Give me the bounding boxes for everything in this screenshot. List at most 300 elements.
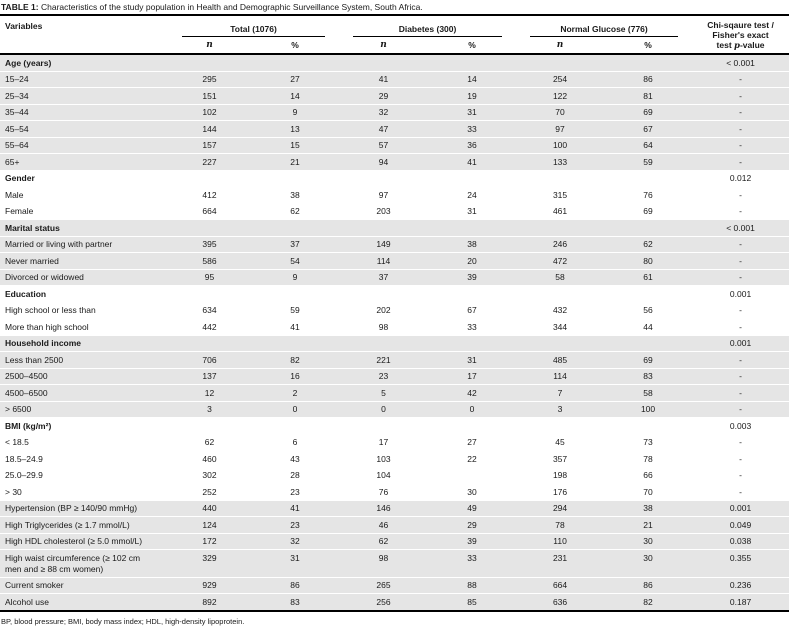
row-label: 65+ <box>0 154 168 171</box>
row-label: 4500–6500 <box>0 385 168 402</box>
table-row <box>0 88 789 105</box>
table-row <box>0 533 789 550</box>
row-label: Alcohol use <box>0 594 168 611</box>
table-row <box>0 253 789 270</box>
cell-normal-n <box>516 418 604 435</box>
cell-total-n: 302 <box>168 467 251 484</box>
cell-pvalue: - <box>692 253 789 270</box>
characteristics-table <box>0 16 789 612</box>
cell-diabetes-n: 202 <box>339 302 428 319</box>
cell-diabetes-n: 103 <box>339 451 428 468</box>
cell-normal-pct: 100 <box>604 401 692 418</box>
pvalue-p-italic: p <box>734 41 740 51</box>
total-pct-header: % <box>291 40 299 50</box>
table-row <box>0 352 789 369</box>
row-label: Married or living with partner <box>0 236 168 253</box>
cell-normal-n: 294 <box>516 500 604 517</box>
row-label: Marital status <box>0 220 168 237</box>
cell-diabetes-n <box>339 286 428 303</box>
normal-pct-header: % <box>644 40 652 50</box>
pvalue-header-line3: test <box>716 40 735 50</box>
cell-normal-n <box>516 335 604 352</box>
cell-normal-pct: 86 <box>604 71 692 88</box>
table-row <box>0 121 789 138</box>
row-label: Household income <box>0 335 168 352</box>
cell-total-pct: 21 <box>251 154 339 171</box>
cell-normal-n: 432 <box>516 302 604 319</box>
cell-pvalue: 0.038 <box>692 533 789 550</box>
cell-diabetes-n: 104 <box>339 467 428 484</box>
row-label: Male <box>0 187 168 204</box>
cell-normal-pct: 80 <box>604 253 692 270</box>
cell-pvalue: - <box>692 121 789 138</box>
cell-pvalue: 0.187 <box>692 594 789 611</box>
table-row <box>0 451 789 468</box>
cell-pvalue: - <box>692 236 789 253</box>
cell-diabetes-pct: 22 <box>428 451 516 468</box>
cell-total-n: 460 <box>168 451 251 468</box>
cell-diabetes-pct <box>428 418 516 435</box>
cell-diabetes-n: 203 <box>339 203 428 220</box>
section-header-row <box>0 54 789 71</box>
cell-diabetes-pct <box>428 467 516 484</box>
cell-total-pct: 41 <box>251 319 339 336</box>
cell-normal-n: 100 <box>516 137 604 154</box>
cell-total-pct: 23 <box>251 484 339 501</box>
table-row <box>0 385 789 402</box>
section-header-row <box>0 220 789 237</box>
cell-diabetes-pct: 39 <box>428 533 516 550</box>
cell-total-n <box>168 170 251 187</box>
table-row <box>0 236 789 253</box>
row-label: Age (years) <box>0 54 168 71</box>
cell-diabetes-pct: 20 <box>428 253 516 270</box>
cell-total-pct <box>251 418 339 435</box>
cell-diabetes-n: 29 <box>339 88 428 105</box>
cell-total-pct: 37 <box>251 236 339 253</box>
cell-total-pct <box>251 335 339 352</box>
cell-diabetes-pct <box>428 286 516 303</box>
cell-total-n: 706 <box>168 352 251 369</box>
cell-normal-n: 344 <box>516 319 604 336</box>
cell-normal-pct: 69 <box>604 104 692 121</box>
cell-normal-n <box>516 170 604 187</box>
cell-pvalue: 0.001 <box>692 500 789 517</box>
cell-normal-pct <box>604 170 692 187</box>
row-label: Divorced or widowed <box>0 269 168 286</box>
row-label: Gender <box>0 170 168 187</box>
table-title-text: Characteristics of the study population in Health and Demographic Surveillance System, South Africa. <box>38 2 423 12</box>
cell-diabetes-n: 57 <box>339 137 428 154</box>
cell-pvalue: - <box>692 71 789 88</box>
cell-total-n: 892 <box>168 594 251 611</box>
cell-total-pct: 2 <box>251 385 339 402</box>
cell-total-n: 664 <box>168 203 251 220</box>
cell-total-pct: 6 <box>251 434 339 451</box>
row-label: Never married <box>0 253 168 270</box>
cell-normal-pct: 81 <box>604 88 692 105</box>
cell-normal-pct: 30 <box>604 550 692 578</box>
cell-normal-n: 70 <box>516 104 604 121</box>
cell-diabetes-pct: 24 <box>428 187 516 204</box>
row-label: 45–54 <box>0 121 168 138</box>
table-row <box>0 500 789 517</box>
row-label: 2500–4500 <box>0 368 168 385</box>
cell-pvalue: - <box>692 302 789 319</box>
cell-normal-n: 664 <box>516 577 604 594</box>
cell-pvalue: 0.012 <box>692 170 789 187</box>
cell-diabetes-n: 41 <box>339 71 428 88</box>
table-body <box>0 54 789 611</box>
cell-total-pct: 62 <box>251 203 339 220</box>
cell-total-pct: 43 <box>251 451 339 468</box>
cell-diabetes-n: 37 <box>339 269 428 286</box>
cell-pvalue: - <box>692 154 789 171</box>
cell-total-n: 227 <box>168 154 251 171</box>
cell-diabetes-n <box>339 170 428 187</box>
pvalue-header-suffix: -value <box>739 40 765 50</box>
cell-diabetes-pct: 14 <box>428 71 516 88</box>
cell-diabetes-n: 146 <box>339 500 428 517</box>
cell-diabetes-pct: 41 <box>428 154 516 171</box>
cell-normal-n: 485 <box>516 352 604 369</box>
section-header-row <box>0 418 789 435</box>
total-group-header <box>168 16 339 37</box>
row-label: High school or less than <box>0 302 168 319</box>
cell-normal-pct <box>604 335 692 352</box>
cell-diabetes-pct: 88 <box>428 577 516 594</box>
cell-normal-pct: 61 <box>604 269 692 286</box>
cell-normal-pct: 73 <box>604 434 692 451</box>
cell-total-n: 586 <box>168 253 251 270</box>
section-header-row <box>0 335 789 352</box>
section-header-row <box>0 170 789 187</box>
cell-total-n: 929 <box>168 577 251 594</box>
table-row <box>0 401 789 418</box>
cell-normal-n: 97 <box>516 121 604 138</box>
cell-total-pct: 31 <box>251 550 339 578</box>
diabetes-group-label: Diabetes (300) <box>353 24 502 37</box>
cell-normal-n <box>516 54 604 71</box>
cell-diabetes-n: 17 <box>339 434 428 451</box>
cell-pvalue: - <box>692 368 789 385</box>
cell-diabetes-pct: 85 <box>428 594 516 611</box>
cell-pvalue: - <box>692 352 789 369</box>
row-label: > 6500 <box>0 401 168 418</box>
table-row <box>0 517 789 534</box>
row-label: > 30 <box>0 484 168 501</box>
cell-pvalue: - <box>692 467 789 484</box>
cell-total-n: 144 <box>168 121 251 138</box>
cell-normal-pct: 86 <box>604 577 692 594</box>
cell-total-pct: 0 <box>251 401 339 418</box>
cell-total-pct <box>251 286 339 303</box>
cell-diabetes-n <box>339 54 428 71</box>
pvalue-column-header <box>692 16 789 54</box>
cell-total-n: 412 <box>168 187 251 204</box>
cell-normal-pct: 69 <box>604 203 692 220</box>
cell-normal-pct: 67 <box>604 121 692 138</box>
row-label: 18.5–24.9 <box>0 451 168 468</box>
cell-diabetes-pct: 67 <box>428 302 516 319</box>
row-label: 55–64 <box>0 137 168 154</box>
cell-total-pct <box>251 220 339 237</box>
cell-normal-n: 3 <box>516 401 604 418</box>
cell-pvalue: < 0.001 <box>692 220 789 237</box>
cell-diabetes-pct: 0 <box>428 401 516 418</box>
cell-diabetes-pct <box>428 170 516 187</box>
cell-diabetes-pct: 42 <box>428 385 516 402</box>
cell-pvalue: - <box>692 451 789 468</box>
cell-total-pct: 86 <box>251 577 339 594</box>
cell-total-n: 62 <box>168 434 251 451</box>
normal-n-header: n <box>556 40 564 50</box>
row-label: 25–34 <box>0 88 168 105</box>
table-row <box>0 203 789 220</box>
cell-diabetes-n <box>339 335 428 352</box>
cell-pvalue: 0.355 <box>692 550 789 578</box>
cell-diabetes-pct: 33 <box>428 121 516 138</box>
cell-total-pct: 54 <box>251 253 339 270</box>
group-header-row <box>0 16 789 37</box>
cell-diabetes-n: 256 <box>339 594 428 611</box>
table-row <box>0 434 789 451</box>
cell-normal-n: 78 <box>516 517 604 534</box>
table-row <box>0 71 789 88</box>
cell-diabetes-n: 221 <box>339 352 428 369</box>
cell-total-pct: 59 <box>251 302 339 319</box>
cell-diabetes-pct: 31 <box>428 104 516 121</box>
cell-total-n <box>168 220 251 237</box>
cell-diabetes-n: 47 <box>339 121 428 138</box>
cell-total-pct: 9 <box>251 104 339 121</box>
cell-normal-n: 176 <box>516 484 604 501</box>
cell-normal-n: 133 <box>516 154 604 171</box>
cell-diabetes-pct: 33 <box>428 550 516 578</box>
row-label: BMI (kg/m²) <box>0 418 168 435</box>
cell-pvalue: - <box>692 401 789 418</box>
diabetes-group-header <box>339 16 516 37</box>
cell-diabetes-pct <box>428 54 516 71</box>
cell-total-n: 440 <box>168 500 251 517</box>
cell-total-n <box>168 54 251 71</box>
cell-normal-pct: 58 <box>604 385 692 402</box>
cell-total-pct: 15 <box>251 137 339 154</box>
cell-total-n: 137 <box>168 368 251 385</box>
cell-diabetes-pct: 27 <box>428 434 516 451</box>
cell-diabetes-n: 98 <box>339 319 428 336</box>
table-row <box>0 484 789 501</box>
cell-diabetes-n: 97 <box>339 187 428 204</box>
cell-diabetes-n: 149 <box>339 236 428 253</box>
cell-total-pct: 27 <box>251 71 339 88</box>
cell-normal-pct: 64 <box>604 137 692 154</box>
cell-pvalue: - <box>692 203 789 220</box>
section-header-row <box>0 286 789 303</box>
cell-total-pct: 82 <box>251 352 339 369</box>
cell-normal-n <box>516 220 604 237</box>
cell-total-n: 329 <box>168 550 251 578</box>
cell-normal-pct: 62 <box>604 236 692 253</box>
cell-diabetes-pct: 19 <box>428 88 516 105</box>
cell-diabetes-n: 76 <box>339 484 428 501</box>
cell-normal-pct <box>604 418 692 435</box>
cell-normal-n: 636 <box>516 594 604 611</box>
cell-normal-pct: 83 <box>604 368 692 385</box>
cell-normal-pct <box>604 220 692 237</box>
cell-normal-n <box>516 286 604 303</box>
cell-pvalue: - <box>692 104 789 121</box>
cell-normal-pct: 82 <box>604 594 692 611</box>
cell-total-n: 157 <box>168 137 251 154</box>
cell-normal-n: 357 <box>516 451 604 468</box>
cell-total-n: 124 <box>168 517 251 534</box>
row-label: 25.0–29.9 <box>0 467 168 484</box>
cell-normal-pct: 30 <box>604 533 692 550</box>
cell-pvalue: - <box>692 269 789 286</box>
cell-total-pct: 41 <box>251 500 339 517</box>
cell-total-n: 395 <box>168 236 251 253</box>
cell-total-n: 295 <box>168 71 251 88</box>
cell-pvalue: - <box>692 187 789 204</box>
table-row <box>0 467 789 484</box>
cell-diabetes-n: 62 <box>339 533 428 550</box>
row-label: High HDL cholesterol (≥ 5.0 mmol/L) <box>0 533 168 550</box>
table-row <box>0 104 789 121</box>
pvalue-header-line1: Chi-sqaure test / <box>707 20 774 30</box>
table-row <box>0 577 789 594</box>
cell-total-n: 12 <box>168 385 251 402</box>
row-label: High waist circumference (≥ 102 cm men and ≥ 88 cm women) <box>0 550 168 578</box>
normal-glucose-group-header <box>516 16 692 37</box>
cell-total-n: 3 <box>168 401 251 418</box>
cell-normal-pct: 38 <box>604 500 692 517</box>
cell-total-pct: 13 <box>251 121 339 138</box>
cell-normal-n: 7 <box>516 385 604 402</box>
cell-normal-pct: 56 <box>604 302 692 319</box>
table-row <box>0 302 789 319</box>
cell-normal-n: 315 <box>516 187 604 204</box>
cell-normal-pct: 44 <box>604 319 692 336</box>
cell-total-pct: 83 <box>251 594 339 611</box>
cell-normal-pct: 59 <box>604 154 692 171</box>
table-row <box>0 154 789 171</box>
row-label: 35–44 <box>0 104 168 121</box>
cell-normal-n: 122 <box>516 88 604 105</box>
cell-diabetes-pct: 38 <box>428 236 516 253</box>
table-row <box>0 187 789 204</box>
row-label: Less than 2500 <box>0 352 168 369</box>
table-row <box>0 550 789 578</box>
cell-diabetes-pct: 33 <box>428 319 516 336</box>
cell-diabetes-pct <box>428 220 516 237</box>
cell-total-pct: 38 <box>251 187 339 204</box>
row-label: < 18.5 <box>0 434 168 451</box>
cell-total-pct: 28 <box>251 467 339 484</box>
table-footnote: BP, blood pressure; BMI, body mass index; HDL, high-density lipoprotein. <box>1 616 245 626</box>
cell-normal-pct: 21 <box>604 517 692 534</box>
cell-total-n <box>168 335 251 352</box>
cell-diabetes-pct: 31 <box>428 203 516 220</box>
cell-normal-n: 472 <box>516 253 604 270</box>
diabetes-pct-header: % <box>468 40 476 50</box>
cell-pvalue: - <box>692 88 789 105</box>
cell-total-pct: 14 <box>251 88 339 105</box>
cell-normal-n: 58 <box>516 269 604 286</box>
table-header <box>0 16 789 54</box>
cell-normal-n: 198 <box>516 467 604 484</box>
row-label: Hypertension (BP ≥ 140/90 mmHg) <box>0 500 168 517</box>
cell-total-pct: 9 <box>251 269 339 286</box>
cell-diabetes-pct: 30 <box>428 484 516 501</box>
cell-pvalue: - <box>692 319 789 336</box>
cell-diabetes-pct: 31 <box>428 352 516 369</box>
cell-diabetes-n: 94 <box>339 154 428 171</box>
row-label: More than high school <box>0 319 168 336</box>
cell-pvalue: - <box>692 137 789 154</box>
cell-diabetes-n: 265 <box>339 577 428 594</box>
table-row <box>0 269 789 286</box>
table-row <box>0 594 789 611</box>
cell-normal-pct: 66 <box>604 467 692 484</box>
cell-pvalue: 0.236 <box>692 577 789 594</box>
cell-total-n: 151 <box>168 88 251 105</box>
cell-total-n: 172 <box>168 533 251 550</box>
table-title <box>0 0 789 16</box>
row-label: 15–24 <box>0 71 168 88</box>
row-label: Current smoker <box>0 577 168 594</box>
cell-diabetes-pct <box>428 335 516 352</box>
cell-total-n <box>168 418 251 435</box>
cell-diabetes-n <box>339 418 428 435</box>
cell-normal-pct: 76 <box>604 187 692 204</box>
cell-total-n: 442 <box>168 319 251 336</box>
cell-diabetes-pct: 36 <box>428 137 516 154</box>
cell-diabetes-n: 5 <box>339 385 428 402</box>
cell-diabetes-pct: 17 <box>428 368 516 385</box>
cell-normal-n: 110 <box>516 533 604 550</box>
cell-diabetes-pct: 39 <box>428 269 516 286</box>
row-label: Female <box>0 203 168 220</box>
cell-pvalue: - <box>692 434 789 451</box>
cell-diabetes-pct: 29 <box>428 517 516 534</box>
cell-total-n <box>168 286 251 303</box>
cell-diabetes-pct: 49 <box>428 500 516 517</box>
cell-normal-pct <box>604 286 692 303</box>
cell-diabetes-n: 32 <box>339 104 428 121</box>
cell-pvalue: - <box>692 484 789 501</box>
variables-column-header: Variables <box>5 21 43 31</box>
cell-pvalue: 0.001 <box>692 286 789 303</box>
row-label: High Triglycerides (≥ 1.7 mmol/L) <box>0 517 168 534</box>
cell-pvalue: - <box>692 385 789 402</box>
cell-normal-n: 45 <box>516 434 604 451</box>
normal-glucose-group-label: Normal Glucose (776) <box>530 24 678 37</box>
cell-pvalue: 0.003 <box>692 418 789 435</box>
cell-normal-pct: 70 <box>604 484 692 501</box>
cell-total-n: 634 <box>168 302 251 319</box>
cell-total-pct: 23 <box>251 517 339 534</box>
pvalue-header-line2: Fisher's exact <box>712 30 769 40</box>
cell-total-pct <box>251 170 339 187</box>
total-group-label: Total (1076) <box>182 24 325 37</box>
cell-total-pct: 32 <box>251 533 339 550</box>
cell-normal-n: 461 <box>516 203 604 220</box>
cell-total-pct <box>251 54 339 71</box>
cell-normal-pct: 78 <box>604 451 692 468</box>
diabetes-n-header: n <box>380 40 387 50</box>
table-row <box>0 319 789 336</box>
